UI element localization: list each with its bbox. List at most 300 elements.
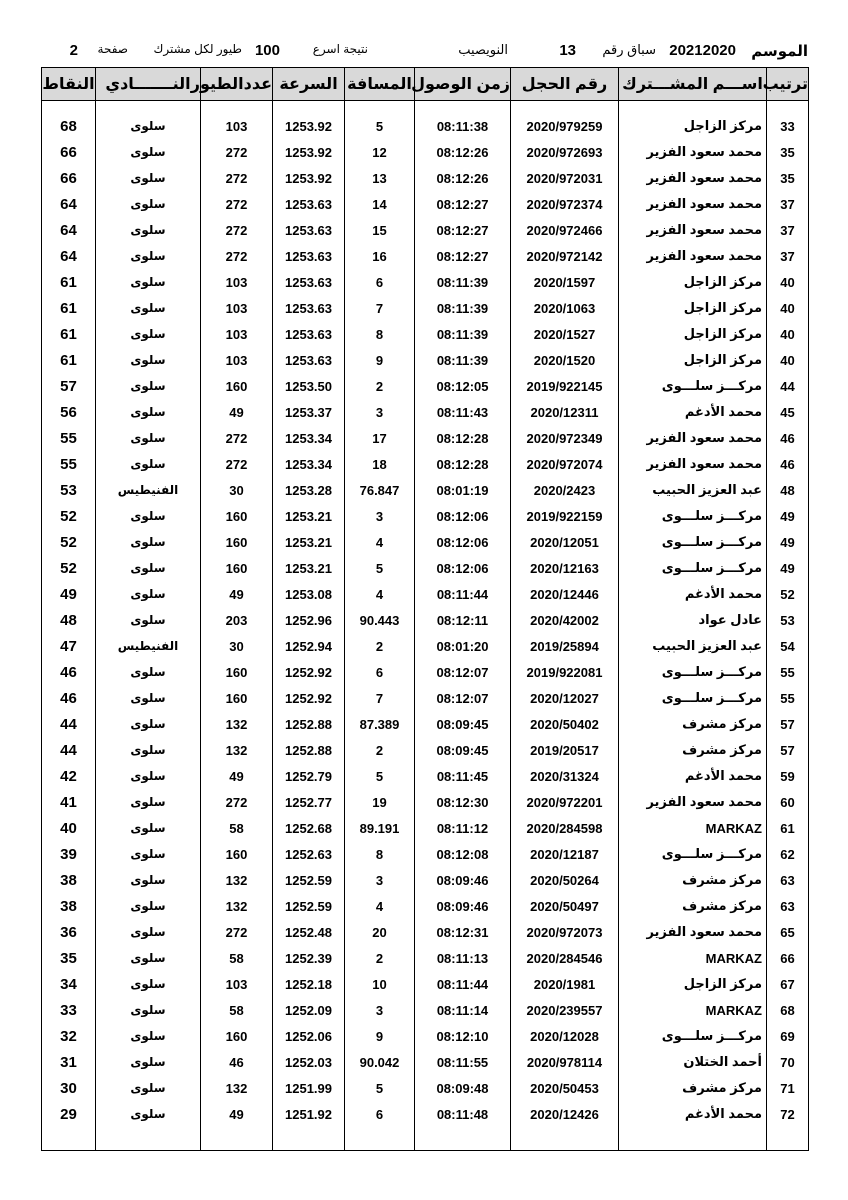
speed-cell: 1253.63 — [273, 295, 345, 321]
table-row — [42, 1023, 809, 1049]
rank-cell: 37 — [767, 217, 809, 243]
points-cell: 44 — [42, 737, 96, 763]
report-header — [40, 42, 808, 66]
rank-cell: 57 — [767, 711, 809, 737]
speed-cell: 1253.63 — [273, 217, 345, 243]
speed-cell: 1252.09 — [273, 997, 345, 1023]
table-row — [42, 139, 809, 165]
participant-cell: عادل عواد — [619, 607, 767, 633]
bird-count-cell: 58 — [201, 815, 273, 841]
club-cell: سلوى — [96, 685, 201, 711]
ring-number-cell: 2020/972693 — [511, 139, 619, 165]
arrival-time-cell: 08:11:14 — [415, 997, 511, 1023]
club-cell: الفنيطيس — [96, 477, 201, 503]
rank-cell: 40 — [767, 295, 809, 321]
distance-cell: 8 — [345, 841, 415, 867]
race-label: سباق رقم — [602, 42, 656, 57]
points-cell: 66 — [42, 165, 96, 191]
rank-cell: 67 — [767, 971, 809, 997]
club-cell: سلوى — [96, 763, 201, 789]
bird-count-cell: 160 — [201, 529, 273, 555]
bird-count-cell: 30 — [201, 633, 273, 659]
bird-count-cell: 272 — [201, 451, 273, 477]
speed-cell: 1252.48 — [273, 919, 345, 945]
distance-cell: 3 — [345, 867, 415, 893]
table-row — [42, 867, 809, 893]
participant-cell: مركز مشرف — [619, 737, 767, 763]
rank-cell: 52 — [767, 581, 809, 607]
points-cell: 52 — [42, 529, 96, 555]
table-row — [42, 555, 809, 581]
participant-cell: مركـــز سلـــوى — [619, 555, 767, 581]
club-cell: سلوى — [96, 841, 201, 867]
distance-cell: 6 — [345, 1101, 415, 1127]
bird-count-cell: 272 — [201, 139, 273, 165]
club-cell: سلوى — [96, 399, 201, 425]
bird-count-cell: 103 — [201, 971, 273, 997]
speed-cell: 1253.63 — [273, 347, 345, 373]
points-cell: 66 — [42, 139, 96, 165]
speed-cell: 1252.39 — [273, 945, 345, 971]
participant-cell: MARKAZ — [619, 997, 767, 1023]
points-cell: 49 — [42, 581, 96, 607]
ring-number-cell: 2019/922145 — [511, 373, 619, 399]
points-cell: 33 — [42, 997, 96, 1023]
club-cell: سلوى — [96, 217, 201, 243]
bird-count-cell: 160 — [201, 503, 273, 529]
ring-number-cell: 2020/239557 — [511, 997, 619, 1023]
rank-cell: 46 — [767, 451, 809, 477]
ring-number-cell: 2020/1981 — [511, 971, 619, 997]
points-cell: 41 — [42, 789, 96, 815]
rank-cell: 68 — [767, 997, 809, 1023]
table-row — [42, 1101, 809, 1127]
speed-cell: 1253.63 — [273, 191, 345, 217]
ring-number-cell: 2020/284598 — [511, 815, 619, 841]
club-cell: سلوى — [96, 893, 201, 919]
bird-count-cell: 103 — [201, 295, 273, 321]
distance-cell: 9 — [345, 1023, 415, 1049]
participant-cell: أحمد الختلان — [619, 1049, 767, 1075]
bird-count-cell: 132 — [201, 1075, 273, 1101]
ring-number-cell: 2020/12028 — [511, 1023, 619, 1049]
rank-cell: 40 — [767, 321, 809, 347]
rank-cell: 65 — [767, 919, 809, 945]
speed-cell: 1252.59 — [273, 867, 345, 893]
ring-number-cell: 2020/31324 — [511, 763, 619, 789]
participant-cell: مركـــز سلـــوى — [619, 503, 767, 529]
distance-cell: 12 — [345, 139, 415, 165]
season-value: 20212020 — [669, 42, 736, 59]
distance-cell: 4 — [345, 581, 415, 607]
points-cell: 42 — [42, 763, 96, 789]
club-cell: سلوى — [96, 347, 201, 373]
season-label: الموسم — [751, 43, 808, 60]
rank-cell: 61 — [767, 815, 809, 841]
ring-number-cell: 2020/972349 — [511, 425, 619, 451]
speed-cell: 1253.21 — [273, 529, 345, 555]
arrival-time-cell: 08:09:46 — [415, 867, 511, 893]
distance-cell: 87.389 — [345, 711, 415, 737]
arrival-time-cell: 08:11:39 — [415, 321, 511, 347]
ring-number-cell: 2020/50402 — [511, 711, 619, 737]
table-row — [42, 425, 809, 451]
participant-cell: محمد سعود الفزير — [619, 165, 767, 191]
club-cell: سلوى — [96, 789, 201, 815]
club-cell: سلوى — [96, 191, 201, 217]
club-cell: سلوى — [96, 425, 201, 451]
arrival-time-cell: 08:11:39 — [415, 347, 511, 373]
speed-cell: 1252.88 — [273, 711, 345, 737]
distance-cell: 4 — [345, 529, 415, 555]
speed-cell: 1252.18 — [273, 971, 345, 997]
ring-number-cell: 2020/12311 — [511, 399, 619, 425]
distance-cell: 9 — [345, 347, 415, 373]
rank-cell: 45 — [767, 399, 809, 425]
points-cell: 61 — [42, 269, 96, 295]
bird-count-cell: 160 — [201, 659, 273, 685]
column-header-points: النقاط — [42, 68, 96, 101]
arrival-time-cell: 08:11:43 — [415, 399, 511, 425]
distance-cell: 5 — [345, 113, 415, 139]
distance-cell: 76.847 — [345, 477, 415, 503]
bird-count-cell: 272 — [201, 243, 273, 269]
arrival-time-cell: 08:12:07 — [415, 685, 511, 711]
ring-number-cell: 2020/12187 — [511, 841, 619, 867]
bird-count-cell: 132 — [201, 867, 273, 893]
participant-cell: مركـــز سلـــوى — [619, 373, 767, 399]
table-row — [42, 165, 809, 191]
points-cell: 61 — [42, 347, 96, 373]
participant-cell: مركز الزاجل — [619, 113, 767, 139]
distance-cell: 3 — [345, 997, 415, 1023]
bird-count-cell: 160 — [201, 1023, 273, 1049]
race-location: النويصيب — [458, 42, 508, 57]
points-cell: 44 — [42, 711, 96, 737]
speed-cell: 1252.03 — [273, 1049, 345, 1075]
bird-count-cell: 272 — [201, 919, 273, 945]
rank-cell: 63 — [767, 893, 809, 919]
rank-cell: 35 — [767, 165, 809, 191]
ring-number-cell: 2020/12027 — [511, 685, 619, 711]
rank-cell: 37 — [767, 191, 809, 217]
club-cell: سلوى — [96, 737, 201, 763]
table-row — [42, 347, 809, 373]
rank-cell: 44 — [767, 373, 809, 399]
ring-number-cell: 2020/972142 — [511, 243, 619, 269]
arrival-time-cell: 08:09:45 — [415, 711, 511, 737]
table-row — [42, 763, 809, 789]
ring-number-cell: 2020/50453 — [511, 1075, 619, 1101]
ring-number-cell: 2020/972466 — [511, 217, 619, 243]
distance-cell: 5 — [345, 555, 415, 581]
club-cell: سلوى — [96, 243, 201, 269]
arrival-time-cell: 08:11:13 — [415, 945, 511, 971]
participant-cell: مركز الزاجل — [619, 321, 767, 347]
points-cell: 46 — [42, 685, 96, 711]
arrival-time-cell: 08:11:44 — [415, 581, 511, 607]
arrival-time-cell: 08:12:10 — [415, 1023, 511, 1049]
ring-number-cell: 2020/1520 — [511, 347, 619, 373]
club-cell: سلوى — [96, 165, 201, 191]
bird-count-cell: 58 — [201, 945, 273, 971]
participant-cell: مركز الزاجل — [619, 295, 767, 321]
points-cell: 36 — [42, 919, 96, 945]
club-cell: سلوى — [96, 373, 201, 399]
table-row — [42, 841, 809, 867]
club-cell: سلوى — [96, 529, 201, 555]
points-cell: 48 — [42, 607, 96, 633]
table-row — [42, 919, 809, 945]
rank-cell: 40 — [767, 269, 809, 295]
distance-cell: 10 — [345, 971, 415, 997]
points-cell: 46 — [42, 659, 96, 685]
distance-cell: 7 — [345, 685, 415, 711]
table-row — [42, 1075, 809, 1101]
fastest-count: 100 — [254, 42, 280, 59]
participant-cell: محمد سعود الفزير — [619, 191, 767, 217]
distance-cell: 4 — [345, 893, 415, 919]
spacer-row — [42, 101, 809, 114]
participant-cell: مركـــز سلـــوى — [619, 685, 767, 711]
speed-cell: 1252.92 — [273, 659, 345, 685]
speed-cell: 1252.63 — [273, 841, 345, 867]
arrival-time-cell: 08:11:12 — [415, 815, 511, 841]
club-cell: سلوى — [96, 1075, 201, 1101]
points-cell: 61 — [42, 321, 96, 347]
arrival-time-cell: 08:12:27 — [415, 243, 511, 269]
points-cell: 57 — [42, 373, 96, 399]
distance-cell: 16 — [345, 243, 415, 269]
points-cell: 68 — [42, 113, 96, 139]
points-cell: 61 — [42, 295, 96, 321]
bird-count-cell: 132 — [201, 711, 273, 737]
club-cell: الفنيطيس — [96, 633, 201, 659]
bird-count-cell: 272 — [201, 165, 273, 191]
arrival-time-cell: 08:12:31 — [415, 919, 511, 945]
table-row — [42, 945, 809, 971]
speed-cell: 1253.21 — [273, 555, 345, 581]
table-row — [42, 971, 809, 997]
participant-cell: محمد الأدغم — [619, 763, 767, 789]
speed-cell: 1253.28 — [273, 477, 345, 503]
participant-cell: مركز الزاجل — [619, 971, 767, 997]
rank-cell: 57 — [767, 737, 809, 763]
club-cell: سلوى — [96, 581, 201, 607]
club-cell: سلوى — [96, 503, 201, 529]
club-cell: سلوى — [96, 867, 201, 893]
speed-cell: 1251.92 — [273, 1101, 345, 1127]
distance-cell: 17 — [345, 425, 415, 451]
ring-number-cell: 2020/50497 — [511, 893, 619, 919]
arrival-time-cell: 08:11:39 — [415, 269, 511, 295]
participant-cell: عبد العزيز الحبيب — [619, 633, 767, 659]
table-row — [42, 529, 809, 555]
arrival-time-cell: 08:09:48 — [415, 1075, 511, 1101]
points-cell: 52 — [42, 555, 96, 581]
arrival-time-cell: 08:12:28 — [415, 451, 511, 477]
ring-number-cell: 2020/284546 — [511, 945, 619, 971]
table-row — [42, 607, 809, 633]
rank-cell: 66 — [767, 945, 809, 971]
arrival-time-cell: 08:12:05 — [415, 373, 511, 399]
club-cell: سلوى — [96, 1023, 201, 1049]
table-row — [42, 243, 809, 269]
table-header-row — [42, 68, 809, 101]
points-cell: 47 — [42, 633, 96, 659]
points-cell: 29 — [42, 1101, 96, 1127]
bird-count-cell: 160 — [201, 841, 273, 867]
bird-count-cell: 49 — [201, 399, 273, 425]
distance-cell: 5 — [345, 763, 415, 789]
ring-number-cell: 2019/922159 — [511, 503, 619, 529]
speed-cell: 1251.99 — [273, 1075, 345, 1101]
table-row — [42, 789, 809, 815]
ring-number-cell: 2019/25894 — [511, 633, 619, 659]
table-row — [42, 477, 809, 503]
result-label: نتيجة اسرع — [312, 42, 368, 56]
points-cell: 38 — [42, 867, 96, 893]
ring-number-cell: 2020/972031 — [511, 165, 619, 191]
points-cell: 53 — [42, 477, 96, 503]
table-row — [42, 997, 809, 1023]
club-cell: سلوى — [96, 451, 201, 477]
club-cell: سلوى — [96, 139, 201, 165]
distance-cell: 8 — [345, 321, 415, 347]
arrival-time-cell: 08:11:39 — [415, 295, 511, 321]
points-cell: 38 — [42, 893, 96, 919]
participant-cell: محمد الأدغم — [619, 581, 767, 607]
table-body — [42, 101, 809, 1151]
points-cell: 56 — [42, 399, 96, 425]
speed-cell: 1253.37 — [273, 399, 345, 425]
rank-cell: 33 — [767, 113, 809, 139]
distance-cell: 6 — [345, 659, 415, 685]
table-row — [42, 295, 809, 321]
points-cell: 52 — [42, 503, 96, 529]
points-cell: 55 — [42, 451, 96, 477]
column-header-rank: ترتيب — [767, 68, 809, 101]
race-number: 13 — [559, 42, 576, 59]
bird-count-cell: 58 — [201, 997, 273, 1023]
arrival-time-cell: 08:12:07 — [415, 659, 511, 685]
arrival-time-cell: 08:12:28 — [415, 425, 511, 451]
club-cell: سلوى — [96, 321, 201, 347]
points-cell: 64 — [42, 243, 96, 269]
table-row — [42, 503, 809, 529]
column-header-bird-count: عددالطيور — [201, 68, 273, 101]
points-cell: 34 — [42, 971, 96, 997]
column-header-speed: السرعة — [273, 68, 345, 101]
column-header-participant: اســـم المشـــترك — [619, 68, 767, 101]
ring-number-cell: 2020/12163 — [511, 555, 619, 581]
arrival-time-cell: 08:11:55 — [415, 1049, 511, 1075]
participant-cell: محمد الأدغم — [619, 399, 767, 425]
column-header-ring-number: رقم الحجل — [511, 68, 619, 101]
rank-cell: 71 — [767, 1075, 809, 1101]
table-row — [42, 451, 809, 477]
speed-cell: 1253.50 — [273, 373, 345, 399]
bird-count-cell: 49 — [201, 581, 273, 607]
distance-cell: 2 — [345, 945, 415, 971]
club-cell: سلوى — [96, 1049, 201, 1075]
distance-cell: 5 — [345, 1075, 415, 1101]
arrival-time-cell: 08:11:44 — [415, 971, 511, 997]
arrival-time-cell: 08:12:27 — [415, 217, 511, 243]
speed-cell: 1253.92 — [273, 139, 345, 165]
table-row — [42, 581, 809, 607]
arrival-time-cell: 08:12:06 — [415, 555, 511, 581]
arrival-time-cell: 08:11:45 — [415, 763, 511, 789]
ring-number-cell: 2020/1063 — [511, 295, 619, 321]
table-row — [42, 893, 809, 919]
bird-count-cell: 132 — [201, 893, 273, 919]
participant-cell: مركز مشرف — [619, 1075, 767, 1101]
table-row — [42, 633, 809, 659]
rank-cell: 40 — [767, 347, 809, 373]
ring-number-cell: 2020/972201 — [511, 789, 619, 815]
club-cell: سلوى — [96, 815, 201, 841]
table-row — [42, 685, 809, 711]
participant-cell: محمد سعود الفزير — [619, 217, 767, 243]
distance-cell: 90.042 — [345, 1049, 415, 1075]
points-cell: 31 — [42, 1049, 96, 1075]
table-row — [42, 217, 809, 243]
speed-cell: 1253.92 — [273, 113, 345, 139]
speed-cell: 1252.96 — [273, 607, 345, 633]
club-cell: سلوى — [96, 659, 201, 685]
speed-cell: 1252.92 — [273, 685, 345, 711]
table-row — [42, 191, 809, 217]
rank-cell: 49 — [767, 529, 809, 555]
speed-cell: 1253.08 — [273, 581, 345, 607]
ring-number-cell: 2020/978114 — [511, 1049, 619, 1075]
speed-cell: 1252.06 — [273, 1023, 345, 1049]
speed-cell: 1253.63 — [273, 321, 345, 347]
table-row — [42, 269, 809, 295]
rank-cell: 63 — [767, 867, 809, 893]
ring-number-cell: 2020/1527 — [511, 321, 619, 347]
club-cell: سلوى — [96, 711, 201, 737]
club-cell: سلوى — [96, 295, 201, 321]
speed-cell: 1252.94 — [273, 633, 345, 659]
rank-cell: 53 — [767, 607, 809, 633]
participant-cell: محمد الأدغم — [619, 1101, 767, 1127]
rank-cell: 54 — [767, 633, 809, 659]
participant-cell: محمد سعود الفزير — [619, 451, 767, 477]
arrival-time-cell: 08:09:45 — [415, 737, 511, 763]
ring-number-cell: 2020/12051 — [511, 529, 619, 555]
speed-cell: 1252.77 — [273, 789, 345, 815]
ring-number-cell: 2020/50264 — [511, 867, 619, 893]
distance-cell: 2 — [345, 737, 415, 763]
ring-number-cell: 2020/12426 — [511, 1101, 619, 1127]
bird-count-cell: 103 — [201, 113, 273, 139]
participant-cell: محمد سعود الفزير — [619, 425, 767, 451]
ring-number-cell: 2020/972073 — [511, 919, 619, 945]
participant-cell: محمد سعود الفزير — [619, 243, 767, 269]
points-cell: 30 — [42, 1075, 96, 1101]
points-cell: 32 — [42, 1023, 96, 1049]
page-number: 2 — [69, 42, 78, 59]
results-table — [41, 67, 809, 1151]
speed-cell: 1253.34 — [273, 425, 345, 451]
table-row — [42, 399, 809, 425]
bird-count-cell: 160 — [201, 685, 273, 711]
arrival-time-cell: 08:12:06 — [415, 529, 511, 555]
club-cell: سلوى — [96, 113, 201, 139]
bird-count-cell: 49 — [201, 763, 273, 789]
